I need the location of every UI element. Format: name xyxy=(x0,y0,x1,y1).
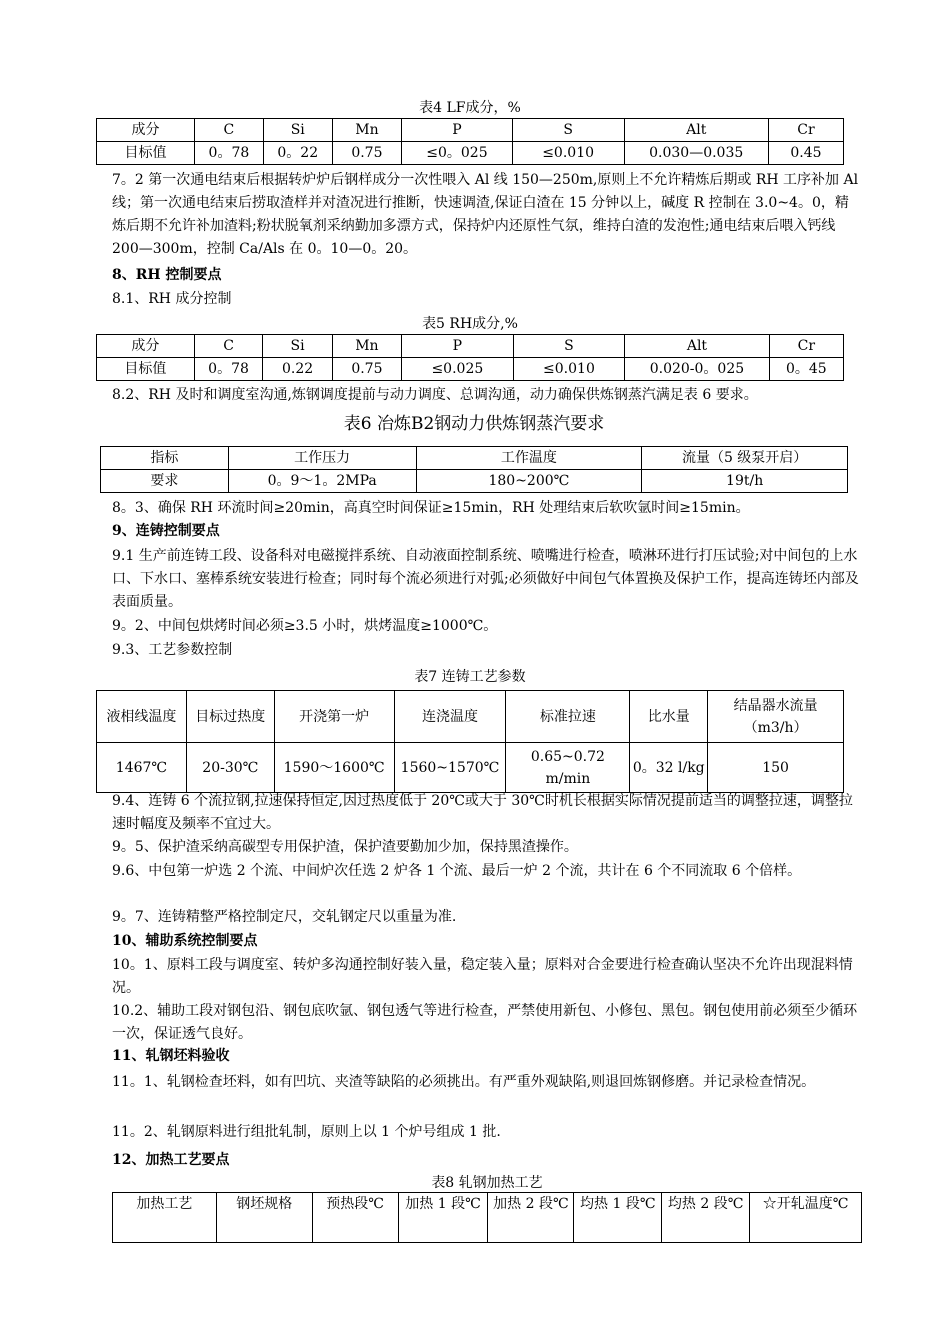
table-cell: 加热 2 段℃ xyxy=(488,1193,574,1243)
table-cell: C xyxy=(194,119,263,142)
table-cell: 成分 xyxy=(97,335,195,358)
table-cell: 1560~1570℃ xyxy=(394,743,506,793)
table8-header-row xyxy=(113,1193,862,1243)
paragraph-8-2: 8.2、RH 及时和调度室沟通,炼钢调度提前与动力调度、总调沟通，动力确保供炼钢蒸汽满足表 6 要求。 xyxy=(112,387,758,403)
table-cell: 0.030—0.035 xyxy=(624,142,768,165)
heading-9: 9、连铸控制要点 xyxy=(112,523,220,539)
table-cell: 结晶器水流量（m3/h） xyxy=(708,691,844,743)
table-cell: 0.020-0。025 xyxy=(625,358,769,381)
table-cell: 指标 xyxy=(101,447,229,470)
paragraph-9-5: 9。5、保护渣采纳高碳型专用保护渣，保护渣要勤加少加，保持黑渣操作。 xyxy=(112,839,578,855)
table4 xyxy=(96,118,844,165)
table-cell: Alt xyxy=(625,335,769,358)
table6-header-row xyxy=(101,447,848,470)
table-cell: 液相线温度 xyxy=(97,691,187,743)
table-cell: 0。78 xyxy=(194,142,263,165)
table6 xyxy=(100,446,848,493)
table-cell: Cr xyxy=(769,335,843,358)
table-cell: 比水量 xyxy=(630,691,708,743)
paragraph-9-2: 9。2、中间包烘烤时间必须≥3.5 小时，烘烤温度≥1000℃。 xyxy=(112,618,498,634)
paragraph-9-3: 9.3、工艺参数控制 xyxy=(112,642,233,658)
paragraph-9-1: 9.1 生产前连铸工段、设备科对电磁搅拌系统、自动液面控制系统、喷嘴进行检查，喷淋环进行打压试验;对中间包的上水口、下水口、塞棒系统安装进行检查；同时每个流必须进行对弧;必须做好中间包气体置换及保护工作，提高连铸坯内部及表面质量。 xyxy=(112,548,859,610)
table-cell: ≤0.025 xyxy=(402,358,514,381)
table-cell: 要求 xyxy=(101,470,229,493)
table-cell: Cr xyxy=(768,119,843,142)
table-cell: 标准拉速 xyxy=(506,691,630,743)
paragraph-9-6: 9.6、中包第一炉选 2 个流、中间炉次任选 2 炉各 1 个流、最后一炉 2 个流，共计在 6 个不同流取 6 个倍样。 xyxy=(112,863,802,879)
heading-11: 11、轧钢坯料验收 xyxy=(112,1048,230,1064)
table-cell: ≤0。025 xyxy=(402,142,513,165)
table-cell: 加热工艺 xyxy=(113,1193,217,1243)
heading-12: 12、加热工艺要点 xyxy=(112,1152,230,1168)
paragraph-10-1: 10。1、原料工段与调度室、转炉多沟通控制好装入量，稳定装入量；原料对合金要进行检查确认坚决不允许出现混料情况。 xyxy=(112,957,853,996)
table-cell: 工作温度 xyxy=(416,447,642,470)
table-cell: 0。9～1。2MPa xyxy=(228,470,416,493)
table-cell: P xyxy=(402,119,513,142)
table-cell: ☆开轧温度℃ xyxy=(750,1193,862,1243)
table-cell: 工作压力 xyxy=(228,447,416,470)
table-cell: 0。78 xyxy=(194,358,263,381)
table5-data-row xyxy=(97,358,844,381)
paragraph-7-2: 7。2 第一次通电结束后根据转炉炉后钢样成分一次性喂入 Al 线 150—250m,原则上不允许精炼后期或 RH 工序补加 Al 线；第一次通电结束后捞取渣样并对渣况进行推断，快速调渣,保证白渣在 15 分钟以上，碱度 R 控制在 3.0~4。0，精炼后期不允许补加渣料;粉状脱氧剂采纳勤加多漂方式，保持炉内还原性气氛，维持白渣的发泡性;通电结束后喂入钙线 200—300m，控制 Ca/Als 在 0。10—0。20。 xyxy=(112,172,859,257)
table-cell: C xyxy=(194,335,263,358)
table-cell: 19t/h xyxy=(642,470,848,493)
table5 xyxy=(96,334,844,381)
table-cell: P xyxy=(402,335,514,358)
table-cell: 180~200℃ xyxy=(416,470,642,493)
table-cell: 成分 xyxy=(97,119,195,142)
table4-caption: 表4 LF成分，% xyxy=(419,100,521,116)
table-cell: S xyxy=(512,119,624,142)
table-cell: Si xyxy=(263,335,332,358)
table-cell: ≤0.010 xyxy=(513,358,625,381)
paragraph-9-7: 9。7、连铸精整严格控制定尺，交轧钢定尺以重量为准. xyxy=(112,909,457,925)
table-cell: 0。45 xyxy=(769,358,843,381)
table-cell: 目标值 xyxy=(97,358,195,381)
table-cell: 0.65~0.72 m/min xyxy=(506,743,630,793)
table-cell: 目标过热度 xyxy=(186,691,274,743)
table-cell: Mn xyxy=(332,335,401,358)
table7-caption: 表7 连铸工艺参数 xyxy=(414,669,526,685)
table-cell: Si xyxy=(263,119,332,142)
heading-8: 8、RH 控制要点 xyxy=(112,267,222,283)
table-cell: Alt xyxy=(624,119,768,142)
table-cell: S xyxy=(513,335,625,358)
table-cell: 0.45 xyxy=(768,142,843,165)
table-cell: 0。22 xyxy=(263,142,332,165)
table-cell: ≤0.010 xyxy=(512,142,624,165)
table-cell: Mn xyxy=(332,119,401,142)
table-cell: 加热 1 段℃ xyxy=(398,1193,488,1243)
table7-data-row xyxy=(97,743,844,793)
table-cell: 1590～1600℃ xyxy=(274,743,394,793)
table6-data-row xyxy=(101,470,848,493)
paragraph-8-3: 8。3、确保 RH 环流时间≥20min，高真空时间保证≥15min，RH 处理结束后软吹氩时间≥15min。 xyxy=(112,500,750,516)
paragraph-11-2: 11。2、轧钢原料进行组批轧制，原则上以 1 个炉号组成 1 批. xyxy=(112,1124,501,1140)
table-cell: 1467℃ xyxy=(97,743,187,793)
table-cell: 均热 2 段℃ xyxy=(662,1193,750,1243)
table4-data-row xyxy=(97,142,844,165)
paragraph-11-1: 11。1、轧钢检查坯料，如有凹坑、夹渣等缺陷的必须挑出。有严重外观缺陷,则退回炼钢修磨。并记录检查情况。 xyxy=(112,1074,816,1090)
table5-caption: 表5 RH成分,% xyxy=(422,316,518,332)
table-cell: 0。32 l/kg xyxy=(630,743,708,793)
table-cell: 钢坯规格 xyxy=(216,1193,312,1243)
table-cell: 开浇第一炉 xyxy=(274,691,394,743)
table8-caption: 表8 轧钢加热工艺 xyxy=(431,1175,543,1191)
table-cell: 均热 1 段℃ xyxy=(574,1193,662,1243)
table7 xyxy=(96,690,844,793)
paragraph-10-2: 10.2、辅助工段对钢包沿、钢包底吹氩、钢包透气等进行检查，严禁使用新包、小修包、黑包。钢包使用前必须至少循环一次，保证透气良好。 xyxy=(112,1003,858,1042)
table4-header-row xyxy=(97,119,844,142)
table7-header-row xyxy=(97,691,844,743)
table5-header-row xyxy=(97,335,844,358)
table8 xyxy=(112,1192,862,1243)
table-cell: 目标值 xyxy=(97,142,195,165)
table-cell: 0.75 xyxy=(332,358,401,381)
paragraph-9-4: 9.4、连铸 6 个流拉钢,拉速保持恒定,因过热度低于 20℃或大于 30℃时机长根据实际情况提前适当的调整拉速，调整拉速时幅度及频率不宜过大。 xyxy=(112,793,853,832)
heading-10: 10、辅助系统控制要点 xyxy=(112,933,258,949)
table-cell: 连浇温度 xyxy=(394,691,506,743)
table-cell: 0.22 xyxy=(263,358,332,381)
paragraph-8-1: 8.1、RH 成分控制 xyxy=(112,291,232,307)
table6-caption: 表6 冶炼B2钢动力供炼钢蒸汽要求 xyxy=(343,414,605,434)
table-cell: 预热段℃ xyxy=(312,1193,398,1243)
table-cell: 0.75 xyxy=(332,142,401,165)
table-cell: 150 xyxy=(708,743,844,793)
table-cell: 20-30℃ xyxy=(186,743,274,793)
table-cell: 流量（5 级泵开启） xyxy=(642,447,848,470)
